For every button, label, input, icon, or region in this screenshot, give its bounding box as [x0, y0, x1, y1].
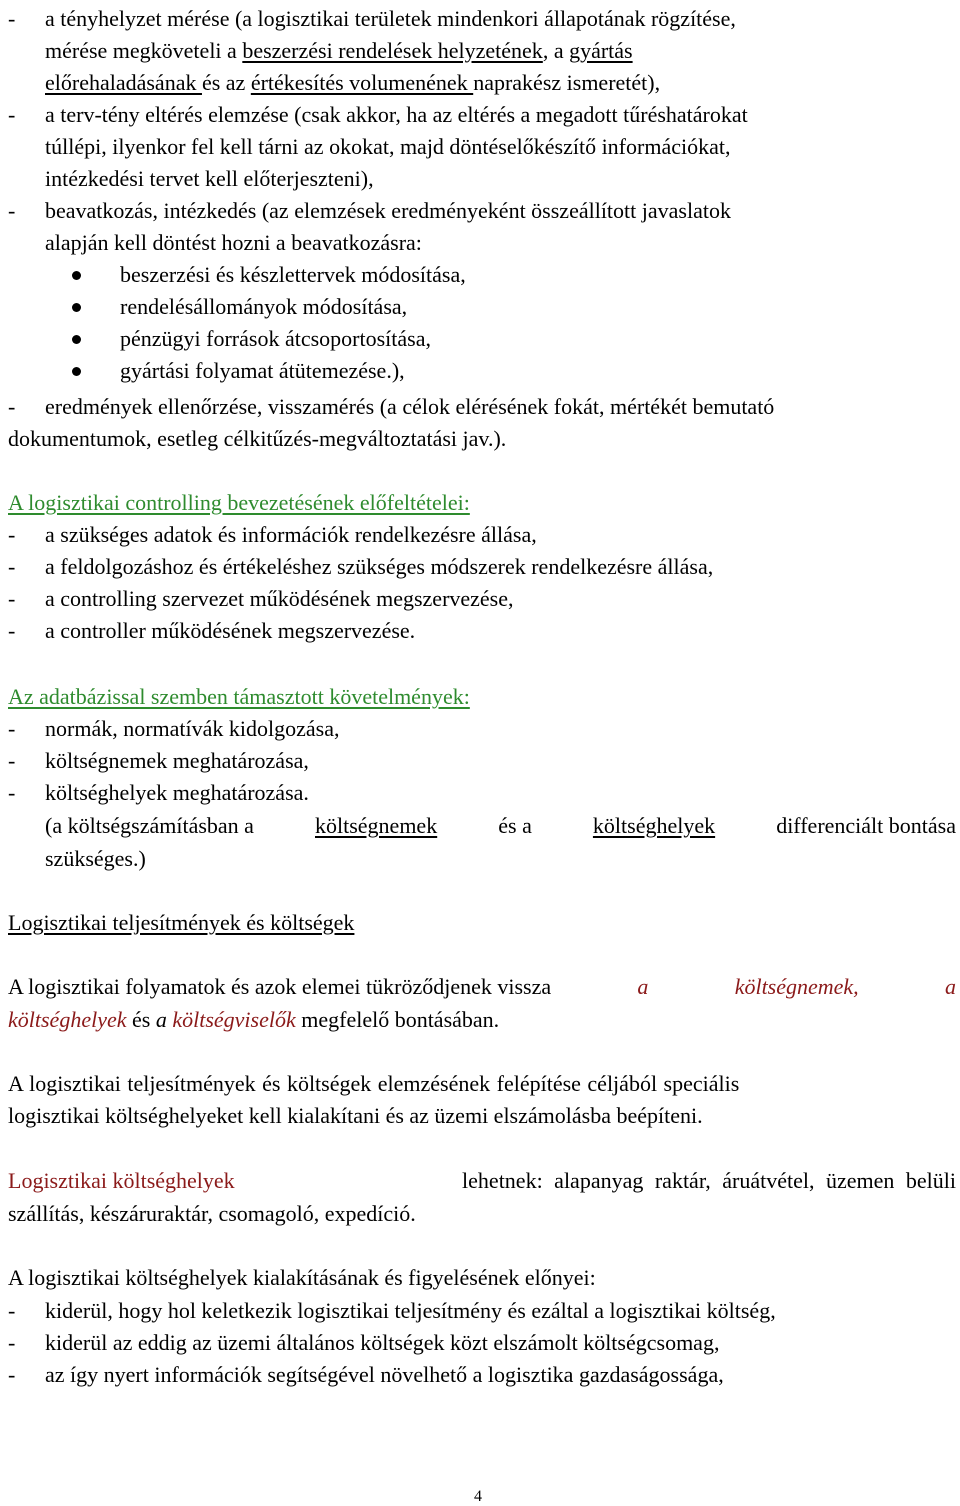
page-number: 4	[474, 1488, 482, 1505]
section-heading: Az adatbázissal szemben támasztott követelmények:	[8, 684, 470, 709]
text: differenciált bontása	[776, 813, 956, 838]
underlined-term: előrehaladásának	[45, 70, 202, 95]
text-line	[8, 1168, 956, 1194]
text: költségnemek meghatározása,	[45, 748, 309, 773]
dash: -	[8, 198, 16, 223]
highlighted-term: Logisztikai költséghelyek	[8, 1168, 235, 1193]
text: a feldolgozáshoz és értékeléshez szükséges módszerek rendelkezésre állása,	[45, 554, 714, 579]
text-line	[8, 394, 956, 420]
italic-term: költségviselők	[172, 1007, 296, 1032]
text: és	[126, 1007, 156, 1032]
text: költséghelyek meghatározása.	[45, 780, 309, 805]
text: az így nyert információk segítségével növelhető a logisztika gazdaságossága,	[45, 1362, 724, 1387]
list-item	[8, 522, 956, 548]
dash: -	[8, 586, 16, 611]
bullet-text: pénzügyi források átcsoportosítása,	[120, 326, 431, 351]
dash: -	[8, 394, 16, 419]
list-item	[8, 1298, 956, 1324]
text: a tényhelyzet mérése (a logisztikai területek mindenkori állapotának rögzítése,	[45, 6, 736, 31]
italic-term: költséghelyek	[8, 1007, 127, 1032]
text-line	[8, 1007, 956, 1033]
section-heading: A logisztikai controlling bevezetésének előfeltételei:	[8, 490, 470, 515]
text-line: A logisztikai teljesítmények és költségek elemzésének felépítése céljából speciális	[8, 1071, 740, 1096]
text-line	[8, 102, 956, 128]
text-line	[45, 38, 633, 64]
text-line: dokumentumok, esetleg célkitűzés-megváltoztatási jav.).	[8, 426, 507, 451]
text: naprakész ismeretét),	[473, 70, 661, 95]
dash: -	[8, 1298, 16, 1323]
list-item	[8, 618, 956, 644]
bullet-text: beszerzési és készlettervek módosítása,	[120, 262, 466, 287]
dash: -	[8, 1330, 16, 1355]
dash: -	[8, 748, 16, 773]
text: a controller működésének megszervezése.	[45, 618, 416, 643]
text-line: A logisztikai költséghelyek kialakításának és figyelésének előnyei:	[8, 1265, 596, 1290]
text-line: szállítás, készáruraktár, csomagoló, expedíció.	[8, 1201, 416, 1226]
bullet-icon	[72, 367, 81, 376]
text-line	[8, 6, 956, 32]
italic-term: a	[944, 974, 956, 999]
italic-term: költségnemek,	[734, 974, 859, 999]
text-line: logisztikai költséghelyeket kell kialakítani és az üzemi elszámolásba beépíteni.	[8, 1103, 703, 1128]
list-item	[8, 748, 956, 774]
bullet-icon	[72, 271, 81, 280]
text-line: túllépi, ilyenkor fel kell tárni az okokat, majd döntéselőkészítő információkat,	[45, 134, 731, 159]
text-line	[8, 974, 956, 1000]
dash: -	[8, 6, 16, 31]
list-item	[8, 1362, 956, 1388]
dash: -	[8, 1362, 16, 1387]
underlined-term: beszerzési rendelések helyzetének	[242, 38, 543, 63]
text: eredmények ellenőrzése, visszamérés (a célok elérésének fokát, mértékét bemutató	[45, 394, 775, 419]
text: lehetnek: alapanyag raktár, áruátvétel, üzemen belüli	[462, 1168, 956, 1193]
bullet-icon	[72, 335, 81, 344]
dash: -	[8, 618, 16, 643]
bullet-icon	[72, 303, 81, 312]
list-item	[8, 1330, 956, 1356]
text: normák, normatívák kidolgozása,	[45, 716, 340, 741]
text: a controlling szervezet működésének megszervezése,	[45, 586, 514, 611]
list-item	[8, 716, 956, 742]
text-line	[8, 198, 956, 224]
italic-term: a	[637, 974, 649, 999]
list-item	[8, 586, 956, 612]
underlined-term: költséghelyek	[592, 813, 716, 838]
text: megfelelő bontásában.	[295, 1007, 500, 1032]
underlined-term: értékesítés volumenének	[250, 70, 474, 95]
list-item	[8, 554, 956, 580]
list-item	[8, 780, 956, 806]
text: és az	[201, 70, 251, 95]
text-line	[45, 70, 660, 96]
text-line	[45, 813, 956, 839]
dash: -	[8, 780, 16, 805]
text: kiderül, hogy hol keletkezik logisztikai teljesítmény és ezáltal a logisztikai költség,	[45, 1298, 776, 1323]
underlined-term: költségnemek	[315, 813, 438, 838]
dash: -	[8, 102, 16, 127]
text: beavatkozás, intézkedés (az elemzések eredményeként összeállított javaslatok	[45, 198, 731, 223]
underlined-term: gyártás	[569, 38, 633, 63]
text: A logisztikai folyamatok és azok elemei tükröződjenek vissza	[8, 974, 552, 999]
section-heading: Logisztikai teljesítmények és költségek	[8, 910, 355, 935]
text-line: intézkedési tervet kell előterjeszteni),	[45, 166, 374, 191]
text: a szükséges adatok és információk rendelkezésre állása,	[45, 522, 537, 547]
dash: -	[8, 716, 16, 741]
text: , a	[542, 38, 570, 63]
bullet-text: gyártási folyamat átütemezése.),	[120, 358, 405, 383]
text: mérése megköveteli a	[45, 38, 243, 63]
dash: -	[8, 522, 16, 547]
bullet-text: rendelésállományok módosítása,	[120, 294, 408, 319]
text-line: szükséges.)	[45, 846, 146, 871]
dash: -	[8, 554, 16, 579]
italic-text: a	[155, 1007, 173, 1032]
text: kiderül az eddig az üzemi általános költségek közt elszámolt költségcsomag,	[45, 1330, 720, 1355]
text: (a költségszámításban a	[45, 813, 254, 838]
text-line: alapján kell döntést hozni a beavatkozásra:	[45, 230, 422, 255]
text: a terv-tény eltérés elemzése (csak akkor, ha az eltérés a megadott tűréshatárokat	[45, 102, 748, 127]
text: és a	[498, 813, 532, 838]
